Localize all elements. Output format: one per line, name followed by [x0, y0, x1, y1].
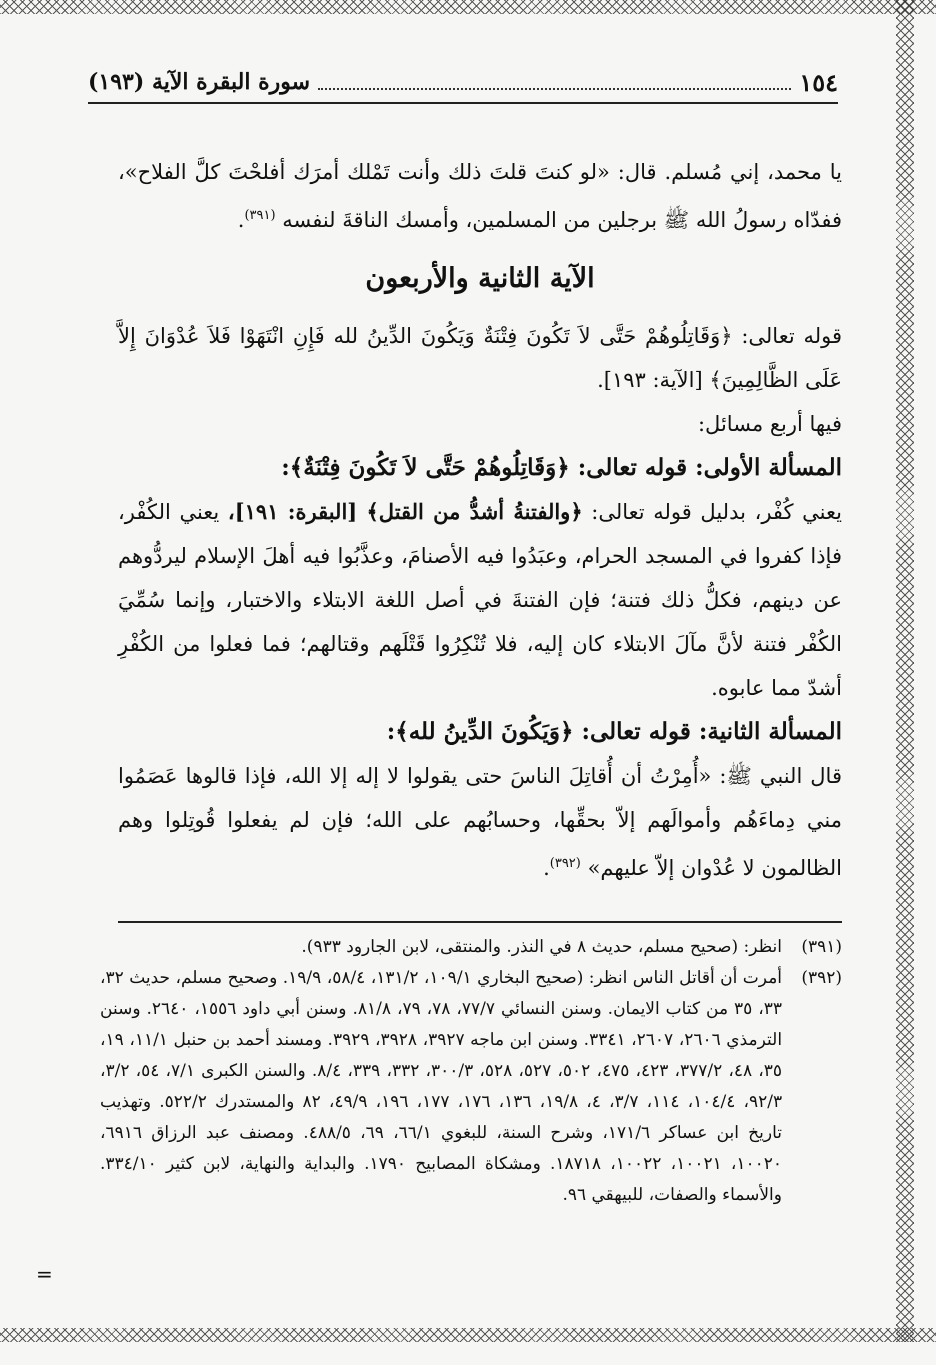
- running-header: [88, 62, 838, 104]
- page-number: ١٥٤: [799, 67, 838, 97]
- decorative-border-top: [0, 0, 936, 14]
- section-heading: الآية الثانية والأربعون: [365, 263, 595, 294]
- footnote: [100, 932, 842, 963]
- continuation-mark: =: [36, 1262, 53, 1286]
- footnote-text: انظر: (صحيح مسلم، حديث ٨ في النذر. والمنتقى، لابن الجارود ٩٣٣).: [301, 937, 782, 957]
- paragraph: يعني كُفْر، بدليل قوله تعالى: ﴿والفتنةُ أشدُّ من القتل﴾ [البقرة: ١٩١]، يعني الكُفْر، فإذا كفروا في المسجد الحرام، وعبَدُوا فيه الأصنامَ، وعذَّبُوا فيه أهلَ الإسلام ليردُّوهم عن دينهم، فكلُّ ذلك فتنة؛ فإن الفتنةَ في أصل اللغة الابتلاء والاختبار، وإنما سُمِّيَ الكُفْر فتنة لأنَّ مآلَ الابتلاء كان إليه، فلا تُنْكِرُوا قَتْلَهم وقتالهم؛ فما فعلوا من الكُفْرِ أشدّ مما عابوه.: [118, 499, 842, 700]
- footnote-number: (٣٩١): [801, 937, 842, 957]
- paragraph: يا محمد، إني مُسلم. قال: «لو كنتَ قلتَ ذلك وأنت تَمْلك أمرَك أفلحْتَ كلَّ الفلاح»، ففدّاه رسولُ الله ﷺ برجلين من المسلمين، وأمسك الناقةَ لنفسه $^{(٣٩١)}$.: [118, 160, 842, 232]
- footnote-number: (٣٩٢): [801, 968, 842, 988]
- footnote-ref: (٣٩١): [244, 208, 276, 223]
- running-title: سورة البقرة الآية (١٩٣): [88, 69, 311, 95]
- paragraph: قوله تعالى: ﴿وَقَاتِلُوهُمْ حَتَّى لاَ تَكُونَ فِتْنَةٌ وَيَكُونَ الدِّينُ لله فَإِنِ انْتَهَوْا فَلاَ عُدْوَانَ إِلاَّ عَلَى الظَّالِمِينَ﴾ [الآية: ١٩٣].: [118, 324, 842, 392]
- issue-heading: المسألة الأولى: قوله تعالى: ﴿وَقَاتِلُوهُمْ حَتَّى لاَ تَكُونَ فِتْنَةٌ﴾:: [281, 454, 842, 481]
- header-dot-leader: [318, 74, 791, 90]
- paragraph: قال النبي ﷺ: «أُمِرْتُ أن أُقاتِلَ الناسَ حتى يقولوا لا إله إلا الله، فإذا قالوها عَصَمُوا مني دِماءَهُم وأموالَهم إلاّ بحقِّها، وحسابُهم على الله؛ فإن لم يفعلوا قُوتِلوا وهم الظالمون لا عُدْوان إلاّ عليهم» $^{(٣٩٢)}$.: [118, 764, 842, 880]
- footnote-ref: (٣٩٢): [549, 856, 581, 871]
- footnotes: [100, 932, 842, 1211]
- issue-heading: المسألة الثانية: قوله تعالى: ﴿وَيَكُونَ الدِّينُ لله﴾:: [386, 718, 842, 745]
- main-text: [118, 150, 842, 890]
- quran-quote: ﴿والفتنةُ أشدُّ من القتل﴾ [البقرة: ١٩١]،: [227, 499, 583, 524]
- decorative-border-right: [896, 0, 914, 1342]
- decorative-border-bottom: [0, 1328, 936, 1342]
- footnote: [100, 963, 842, 1211]
- footnote-separator: [118, 921, 842, 923]
- paragraph: فيها أربع مسائل:: [697, 412, 842, 436]
- footnote-text: أمرت أن أقاتل الناس انظر: (صحيح البخاري ١٠٩/١، ١٣١/٢، ٥٨/٤، ١٩/٩. وصحيح مسلم، حديث ٣٢، ٣٣، ٣٥ من كتاب الايمان. وسنن النسائي ٧٧/٧، ٧٨، ٧٩، ٨١/٨. وسنن أبي داود ١٥٥٦، ٢٦٤٠. وسنن الترمذي ٢٦٠٦، ٢٦٠٧، ٣٣٤١. وسنن ابن ماجه ٣٩٢٧، ٣٩٢٨، ٣٩٢٩. ومسند أحمد بن حنبل ١١/١، ١٩، ٣٥، ٤٨، ٣٧٧/٢، ٤٢٣، ٤٧٥، ٥٠٢، ٥٢٧، ٥٢٨، ٣٠٠/٣، ٣٣٢، ٣٣٩، ٨/٤. والسنن الكبرى ٧/١، ٥٤، ٣/٢، ٩٢/٣، ١٠٤/٤، ١١٤، ٣/٧، ٤، ١٩/٨، ١٣٦، ١٧٦، ١٧٧، ١٩٦، ٤٩/٩، ٨٢ والمستدرك ٥٢٢/٢. وتهذيب تاريخ ابن عساكر ١٧١/٦، وشرح السنة، للبغوي ٦٦/١، ٦٩، ٤٨٨/٥. ومصنف عبد الرزاق ٦٩١٦، ١٠٠٢٠، ١٠٠٢١، ١٠٠٢٢، ١٨٧١٨. ومشكاة المصابيح ١٧٩٠. والبداية والنهاية، لابن كثير ٣٣٤/١٠. والأسماء والصفات، للبيهقي ٩٦.: [100, 968, 783, 1205]
